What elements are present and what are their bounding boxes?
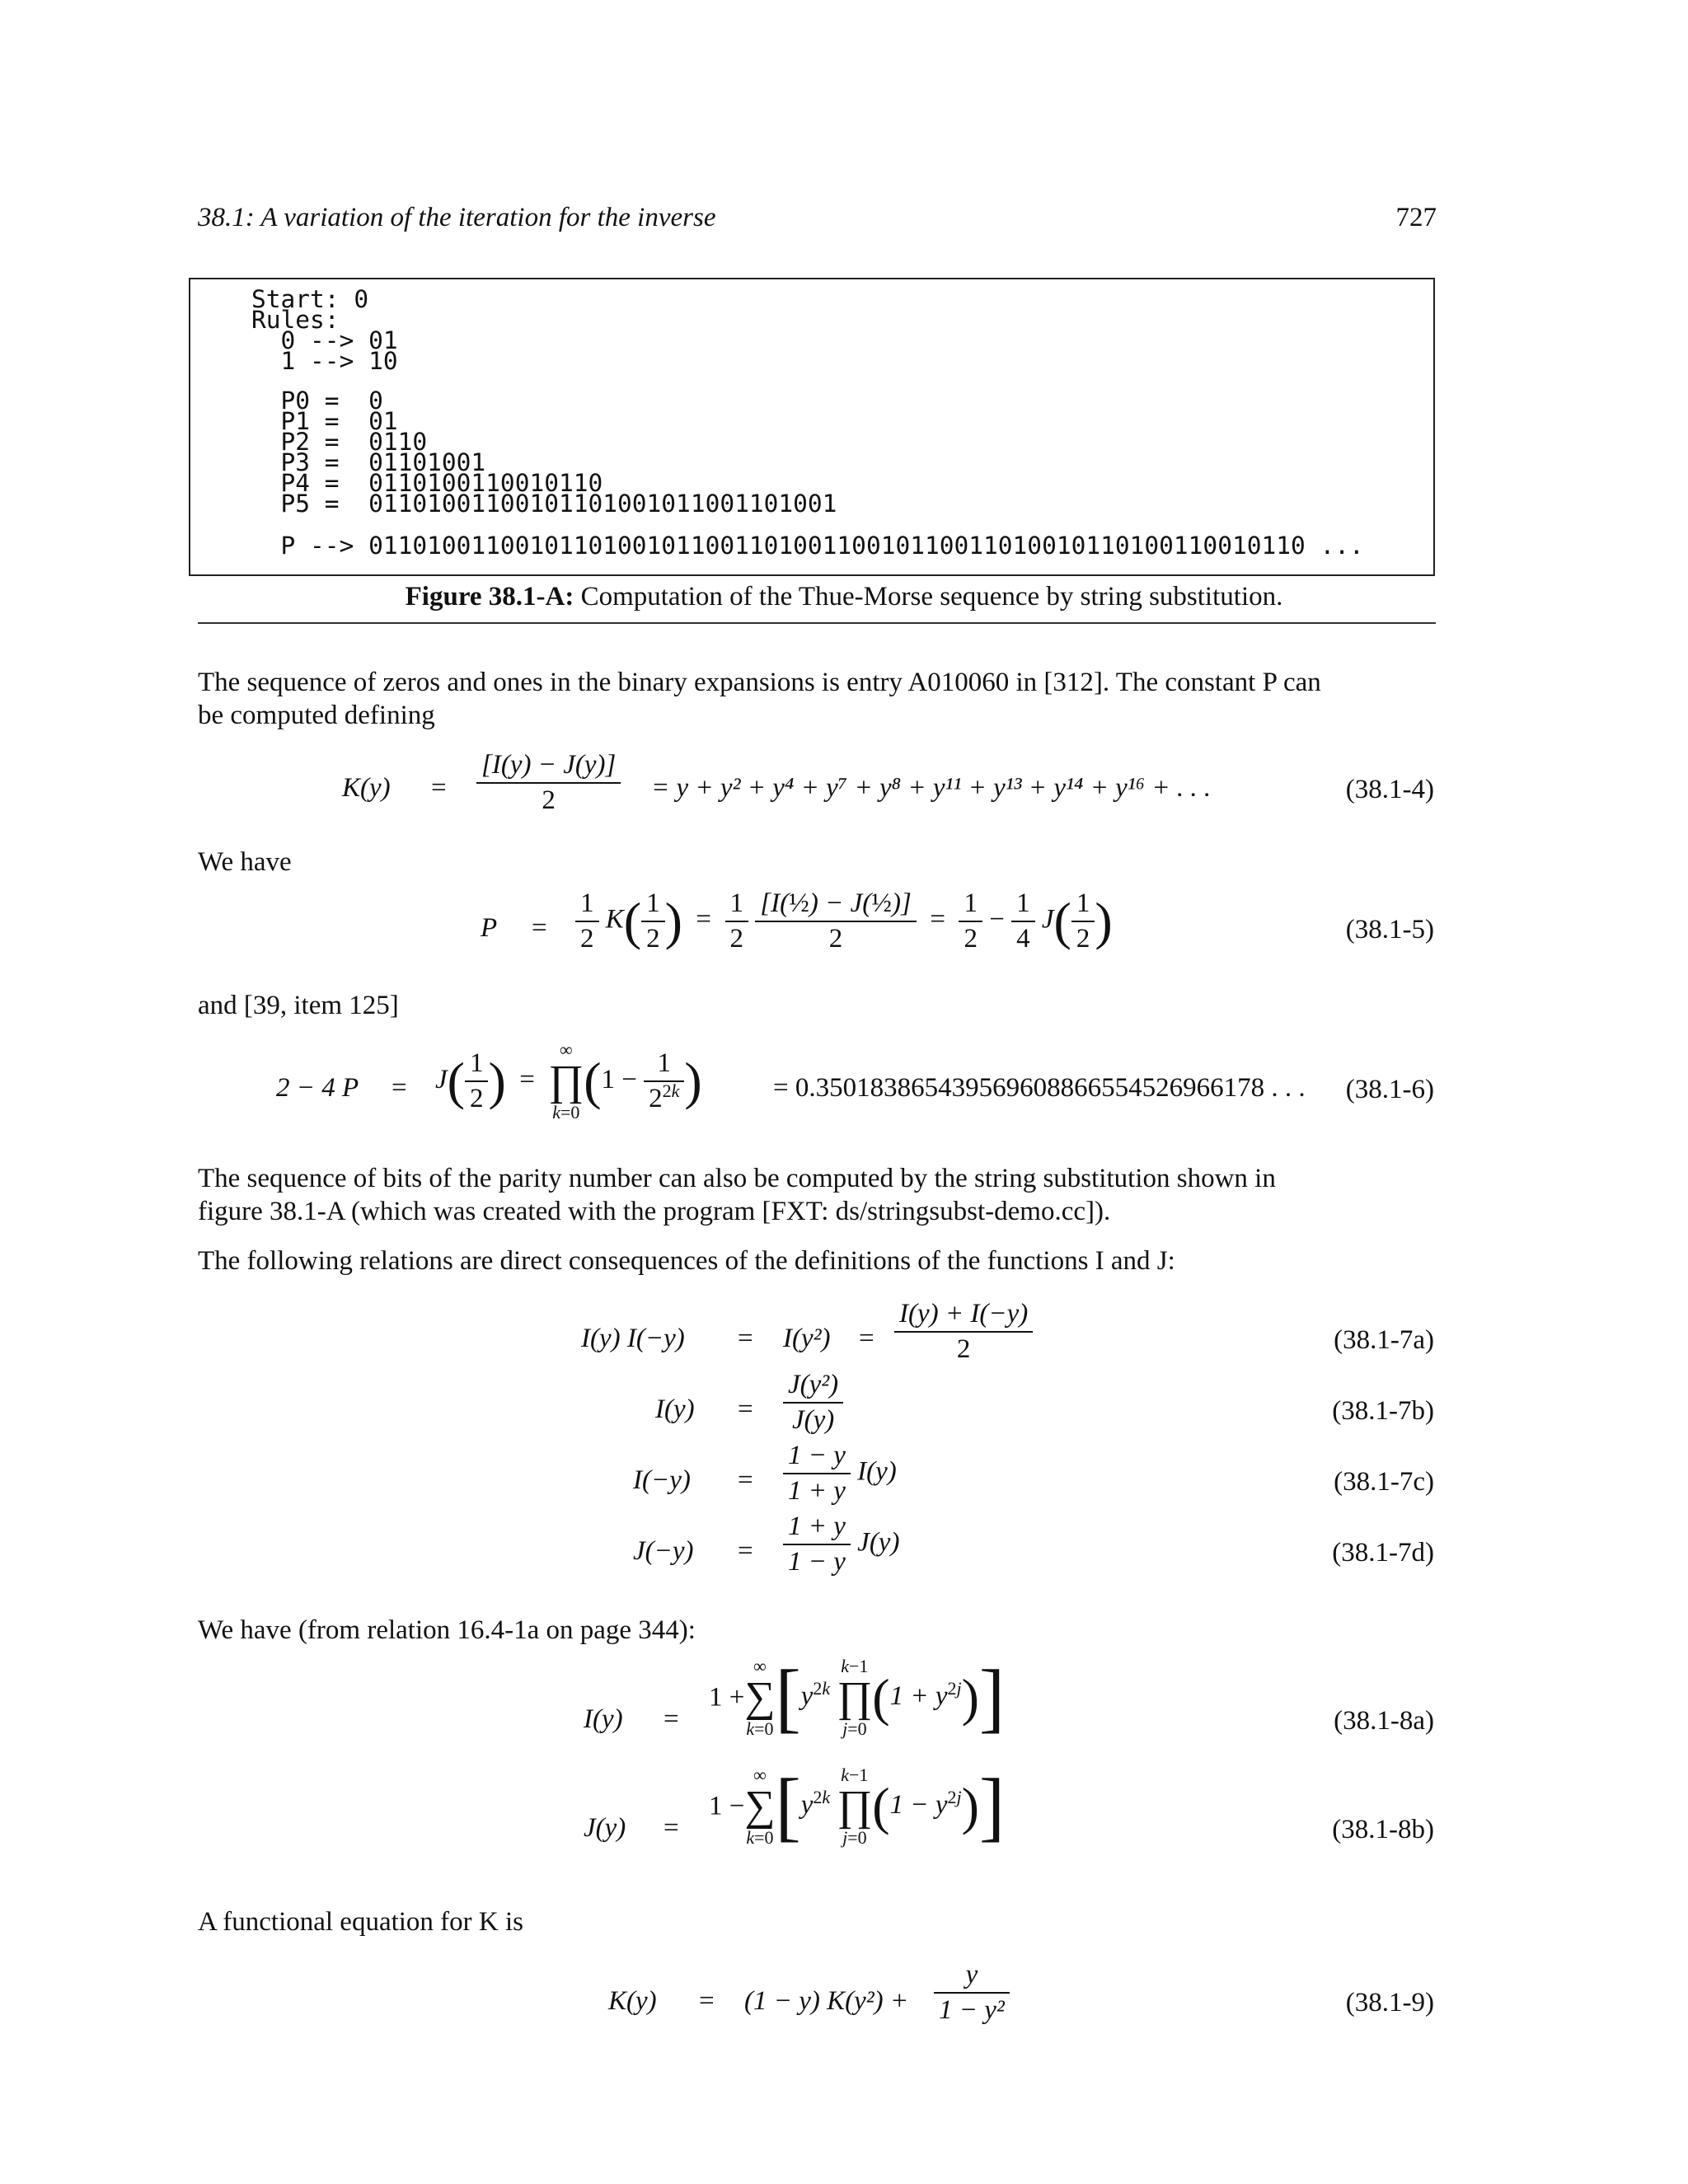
figure-line: P5 = 01101001100101101001011001101001 <box>251 490 837 518</box>
equation-number: (38.1-8b) <box>1332 1815 1434 1844</box>
equation-value: = 0.350183865439569608866554526966178 . . . <box>773 1073 1306 1103</box>
paragraph: and [39, item 125] <box>198 991 399 1020</box>
equation-number: (38.1-9) <box>1345 1988 1434 2018</box>
equation-sum: 1 + ∞ ∑ k=0 [$y^{2k}$ k−1 ∏ j=0 $(1 + y^{2j})$] <box>709 1655 1006 1741</box>
caption-label: Figure 38.1-A: <box>405 582 574 612</box>
caption-text: Computation of the Thue-Morse sequence by string substitution. <box>574 582 1283 612</box>
figure-line: P --> 0110100110010110100101100110100110010110011010010110100110010110 ... <box>251 532 1364 560</box>
equation-number: (38.1-4) <box>1345 775 1434 804</box>
equation-fraction: $\frac{1 - y}{1 + y}$ I(y) <box>783 1442 897 1505</box>
figure-line: Start: 0 <box>251 285 369 313</box>
paragraph: The sequence of zeros and ones in the binary expansions is entry A010060 in [312]. The constant P can <box>198 668 1321 697</box>
equation-fraction: $\frac{1 + y}{1 - y}$ J(y) <box>783 1513 899 1576</box>
figure-line: P3 = 01101001 <box>251 448 486 476</box>
equation-product: J( $\frac{1}{2}$ ) = ∞ ∏ k=0 (1 − $\frac{1}{2^{2k}}$ ) <box>435 1039 702 1123</box>
figure-line: 1 --> 10 <box>251 347 398 375</box>
figure-line: P2 = 0110 <box>251 428 428 456</box>
equation-series: = y + y² + y⁴ + y⁷ + y⁸ + y¹¹ + y¹³ + y¹⁴ + y¹⁶ + . . . <box>651 773 1212 803</box>
equation-number: (38.1-8a) <box>1334 1706 1434 1736</box>
figure-line: 0 --> 01 <box>251 326 398 354</box>
equation-fraction: $\frac{I(y) + I(-y)}{2}$ <box>894 1301 1033 1363</box>
equation-lhs: K(y) <box>342 773 391 803</box>
equation-number: (38.1-7a) <box>1334 1325 1434 1355</box>
paragraph: A functional equation for K is <box>198 1907 524 1937</box>
equation-number: (38.1-7d) <box>1332 1538 1434 1568</box>
equation-fraction: $\frac{\text{J(y²)}}{J(y)}$ <box>783 1371 843 1434</box>
equation-expression: $\frac{1}{2}$ K( $\frac{1}{2}$ ) = $\frac{1}{2}$ $\frac{\text{[I(½) − J(½)]}}{2}$ = $\frac{1}{2}$ − $\frac{1}{4}$ J( $\frac{1}{2}$ ) <box>575 890 1113 953</box>
equation-number: (38.1-5) <box>1345 915 1434 944</box>
equation-number: (38.1-6) <box>1345 1075 1434 1104</box>
equation-fraction: $\frac{y}{\text{1 − y²}}$ <box>934 1961 1010 2024</box>
paragraph: figure 38.1-A (which was created with the program [FXT: ds/stringsubst-demo.cc]). <box>198 1197 1111 1226</box>
figure-line: P0 = 0 <box>251 387 383 415</box>
figure-line: P4 = 0110100110010110 <box>251 469 603 497</box>
paragraph: be computed defining <box>198 701 435 730</box>
paragraph: The sequence of bits of the parity number can also be computed by the string substitution shown in <box>198 1164 1276 1193</box>
paragraph: We have <box>198 847 292 877</box>
figure-line: Rules: <box>251 306 340 334</box>
page-number: 727 <box>1395 203 1437 232</box>
equation-sum: 1 − ∞ ∑ k=0 [$y^{2k}$ k−1 ∏ j=0 $(1 - y^{2j})$] <box>709 1764 1006 1850</box>
caption-rule <box>198 622 1436 624</box>
figure-line: P1 = 01 <box>251 407 398 435</box>
equation-fraction: $\frac{[I(y) - J(y)]}{2}$ <box>476 752 621 814</box>
paragraph: The following relations are direct consequences of the definitions of the functions I and J: <box>198 1246 1175 1276</box>
figure-caption <box>0 582 1688 612</box>
running-title: 38.1: A variation of the iteration for the inverse <box>198 203 716 232</box>
equation-number: (38.1-7c) <box>1334 1467 1434 1497</box>
paragraph: We have (from relation 16.4-1a on page 344): <box>198 1615 696 1645</box>
equation-number: (38.1-7b) <box>1332 1396 1434 1426</box>
